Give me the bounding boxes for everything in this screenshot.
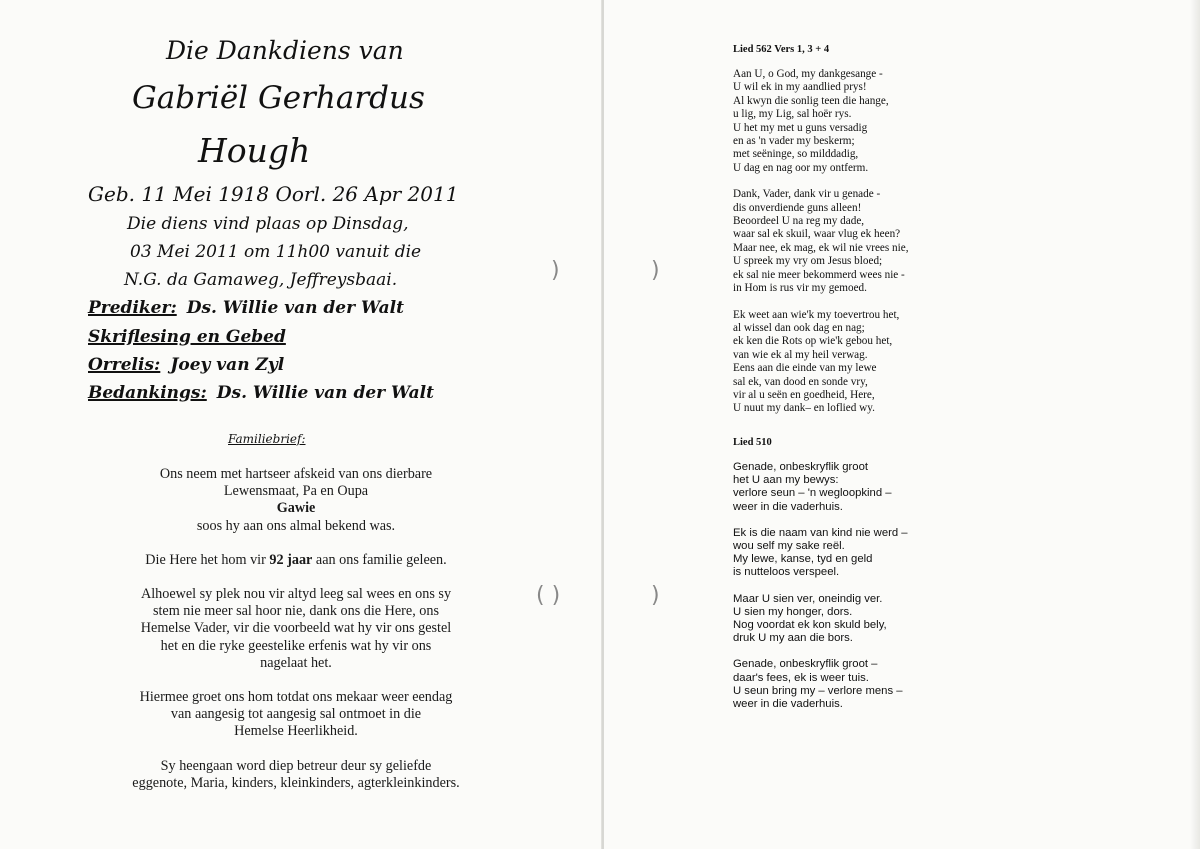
verse-line: Ek is die naam van kind nie werd – [733, 526, 908, 539]
family-letter-title: Familiebrief: [228, 432, 306, 446]
hymn-510 [733, 461, 908, 724]
role-thanks [88, 383, 434, 403]
verse-line: Ek weet aan wie'k my toevertrou het, [733, 308, 900, 321]
stanza [733, 658, 908, 711]
verse-line: Maar nee, ek mag, ek wil nie vrees nie, [733, 241, 909, 254]
role-scripture [88, 327, 286, 347]
verse-line: waar sal ek skuil, waar vlug ek heen? [733, 228, 901, 241]
role-preacher [88, 298, 404, 318]
stanza [733, 68, 909, 175]
letter-line: Hemelse Vader, vir die voorbeeld wat hy vir ons gestel [140, 620, 452, 637]
verse-line: en as 'n vader my beskerm; [733, 135, 855, 148]
stanza [733, 461, 908, 514]
verse-line: ek ken die Rots op wie'k gebou het, [733, 335, 893, 348]
stanza [733, 527, 908, 580]
verse-line: Dank, Vader, dank vir u genade - [733, 188, 881, 201]
service-details-line: 03 Mei 2011 om 11h00 vanuit die [130, 242, 422, 262]
verse-line: u lig, my Lig, sal hoër rys. [733, 108, 852, 121]
role-value: Ds. Willie van der Walt [216, 383, 434, 403]
role-label: Prediker: [88, 298, 177, 318]
verse-line: van wie ek al my heil verwag. [733, 348, 868, 361]
letter-line: van aangesig tot aangesig sal ontmoet in die [170, 706, 422, 723]
verse-line: Aan U, o God, my dankgesange - [733, 68, 883, 80]
punch-hole-mark: ) [651, 583, 660, 608]
role-label: Orrelis: [88, 355, 161, 375]
letter-paragraph [60, 552, 532, 569]
verse-line: verlore seun – 'n wegloopkind – [733, 487, 892, 500]
verse-line: met seëninge, so milddadig, [733, 148, 859, 161]
letter-paragraph [60, 466, 532, 535]
role-organist [88, 355, 284, 375]
letter-line: Ons neem met hartseer afskeid van ons dierbare [159, 466, 433, 482]
family-letter [60, 466, 532, 809]
verse-line: U sien my honger, dors. [733, 605, 853, 618]
verse-line: My lewe, kanse, tyd en geld [733, 553, 873, 566]
verse-line: druk U my aan die bors. [733, 632, 853, 645]
verse-line: U spreek my vry om Jesus bloed; [733, 255, 883, 268]
deceased-surname: Hough [198, 131, 311, 170]
letter-line: Hiermee groet ons hom totdat ons mekaar weer eendag [139, 689, 453, 706]
service-heading: Die Dankdiens van [166, 36, 404, 65]
hymn-562 [733, 68, 909, 429]
letter-paragraph [60, 689, 532, 741]
verse-line: sal ek, van dood en sonde vry, [733, 375, 868, 388]
verse-line: Al kwyn die sonlig teen die hange, [733, 94, 889, 107]
letter-line: Hemelse Heerlikheid. [234, 723, 358, 740]
verse-line: U het my met u guns versadig [733, 121, 868, 134]
verse-line: vir al u seën en goedheid, Here, [733, 388, 875, 401]
letter-line: Sy heengaan word diep betreur deur sy geliefde [160, 757, 432, 774]
paper-edge [1190, 0, 1200, 849]
punch-hole-mark: ) [551, 258, 560, 283]
role-value: Joey van Zyl [170, 355, 285, 375]
verse-line: weer in die vaderhuis. [733, 500, 843, 513]
role-value: Ds. Willie van der Walt [186, 298, 404, 318]
letter-line: eggenote, Maria, kinders, kleinkinders, agterkleinkinders. [132, 774, 460, 791]
verse-line: dis onverdiende guns alleen! [733, 201, 862, 214]
verse-line: ek sal nie meer bekommerd wees nie - [733, 268, 905, 281]
verse-line: wou self my sake reël. [733, 540, 845, 553]
verse-line: weer in die vaderhuis. [733, 698, 843, 711]
letter-line: stem nie meer sal hoor nie, dank ons die Here, ons [152, 603, 440, 620]
stanza [733, 188, 909, 295]
verse-line: Beoordeel U na reg my dade, [733, 215, 865, 228]
letter-text: aan ons familie geleen. [312, 551, 447, 568]
nickname: Gawie [276, 500, 316, 517]
role-label: Bedankings: [88, 383, 207, 403]
service-details-line: N.G. da Gamaweg, Jeffreysbaai. [124, 270, 398, 290]
verse-line: al wissel dan ook dag en nag; [733, 321, 865, 334]
letter-text: Die Here het hom vir [145, 551, 270, 568]
age-text: 92 jaar [269, 551, 313, 568]
verse-line: Maar U sien ver, oneindig ver. [733, 592, 883, 605]
verse-line: Genade, onbeskryflik groot – [733, 658, 878, 671]
verse-line: is nutteloos verspeel. [733, 566, 840, 579]
service-details-line: Die diens vind plaas op Dinsdag, [127, 214, 409, 234]
letter-line: Alhoewel sy plek nou vir altyd leeg sal wees en ons sy [140, 586, 452, 603]
verse-line: daar's fees, ek is weer tuis. [733, 671, 869, 684]
role-label: Skriflesing en Gebed [88, 327, 286, 347]
letter-paragraph [60, 586, 532, 672]
hymn-title: Lied 510 [733, 437, 772, 448]
letter-line: Lewensmaat, Pa en Oupa [223, 483, 369, 500]
birth-death-dates: Geb. 11 Mei 1918 Oorl. 26 Apr 2011 [88, 182, 459, 206]
letter-paragraph [60, 758, 532, 792]
hymn-title: Lied 562 Vers 1, 3 + 4 [733, 44, 830, 55]
verse-line: Eens aan die einde van my lewe [733, 362, 877, 375]
letter-line: het en die ryke geestelike erfenis wat hy vir ons [160, 637, 432, 654]
verse-line: U seun bring my – verlore mens – [733, 684, 903, 697]
verse-line: U nuut my dank– en loflied wy. [733, 402, 875, 415]
punch-hole-mark: ) [651, 258, 660, 283]
stanza [733, 309, 909, 416]
verse-line: U dag en nag oor my ontferm. [733, 161, 869, 174]
verse-line: U wil ek in my aandlied prys! [733, 81, 867, 94]
stanza [733, 593, 908, 646]
verse-line: in Hom is rus vir my gemoed. [733, 282, 867, 295]
letter-line: nagelaat het. [260, 654, 332, 671]
verse-line: Genade, onbeskryflik groot [733, 461, 869, 473]
punch-hole-mark: ( ) [536, 583, 561, 608]
verse-line: het U aan my bewys: [733, 474, 839, 487]
letter-line: soos hy aan ons almal bekend was. [196, 517, 396, 534]
verse-line: Nog voordat ek kon skuld bely, [733, 619, 887, 632]
deceased-first-names: Gabriël Gerhardus [132, 80, 425, 116]
